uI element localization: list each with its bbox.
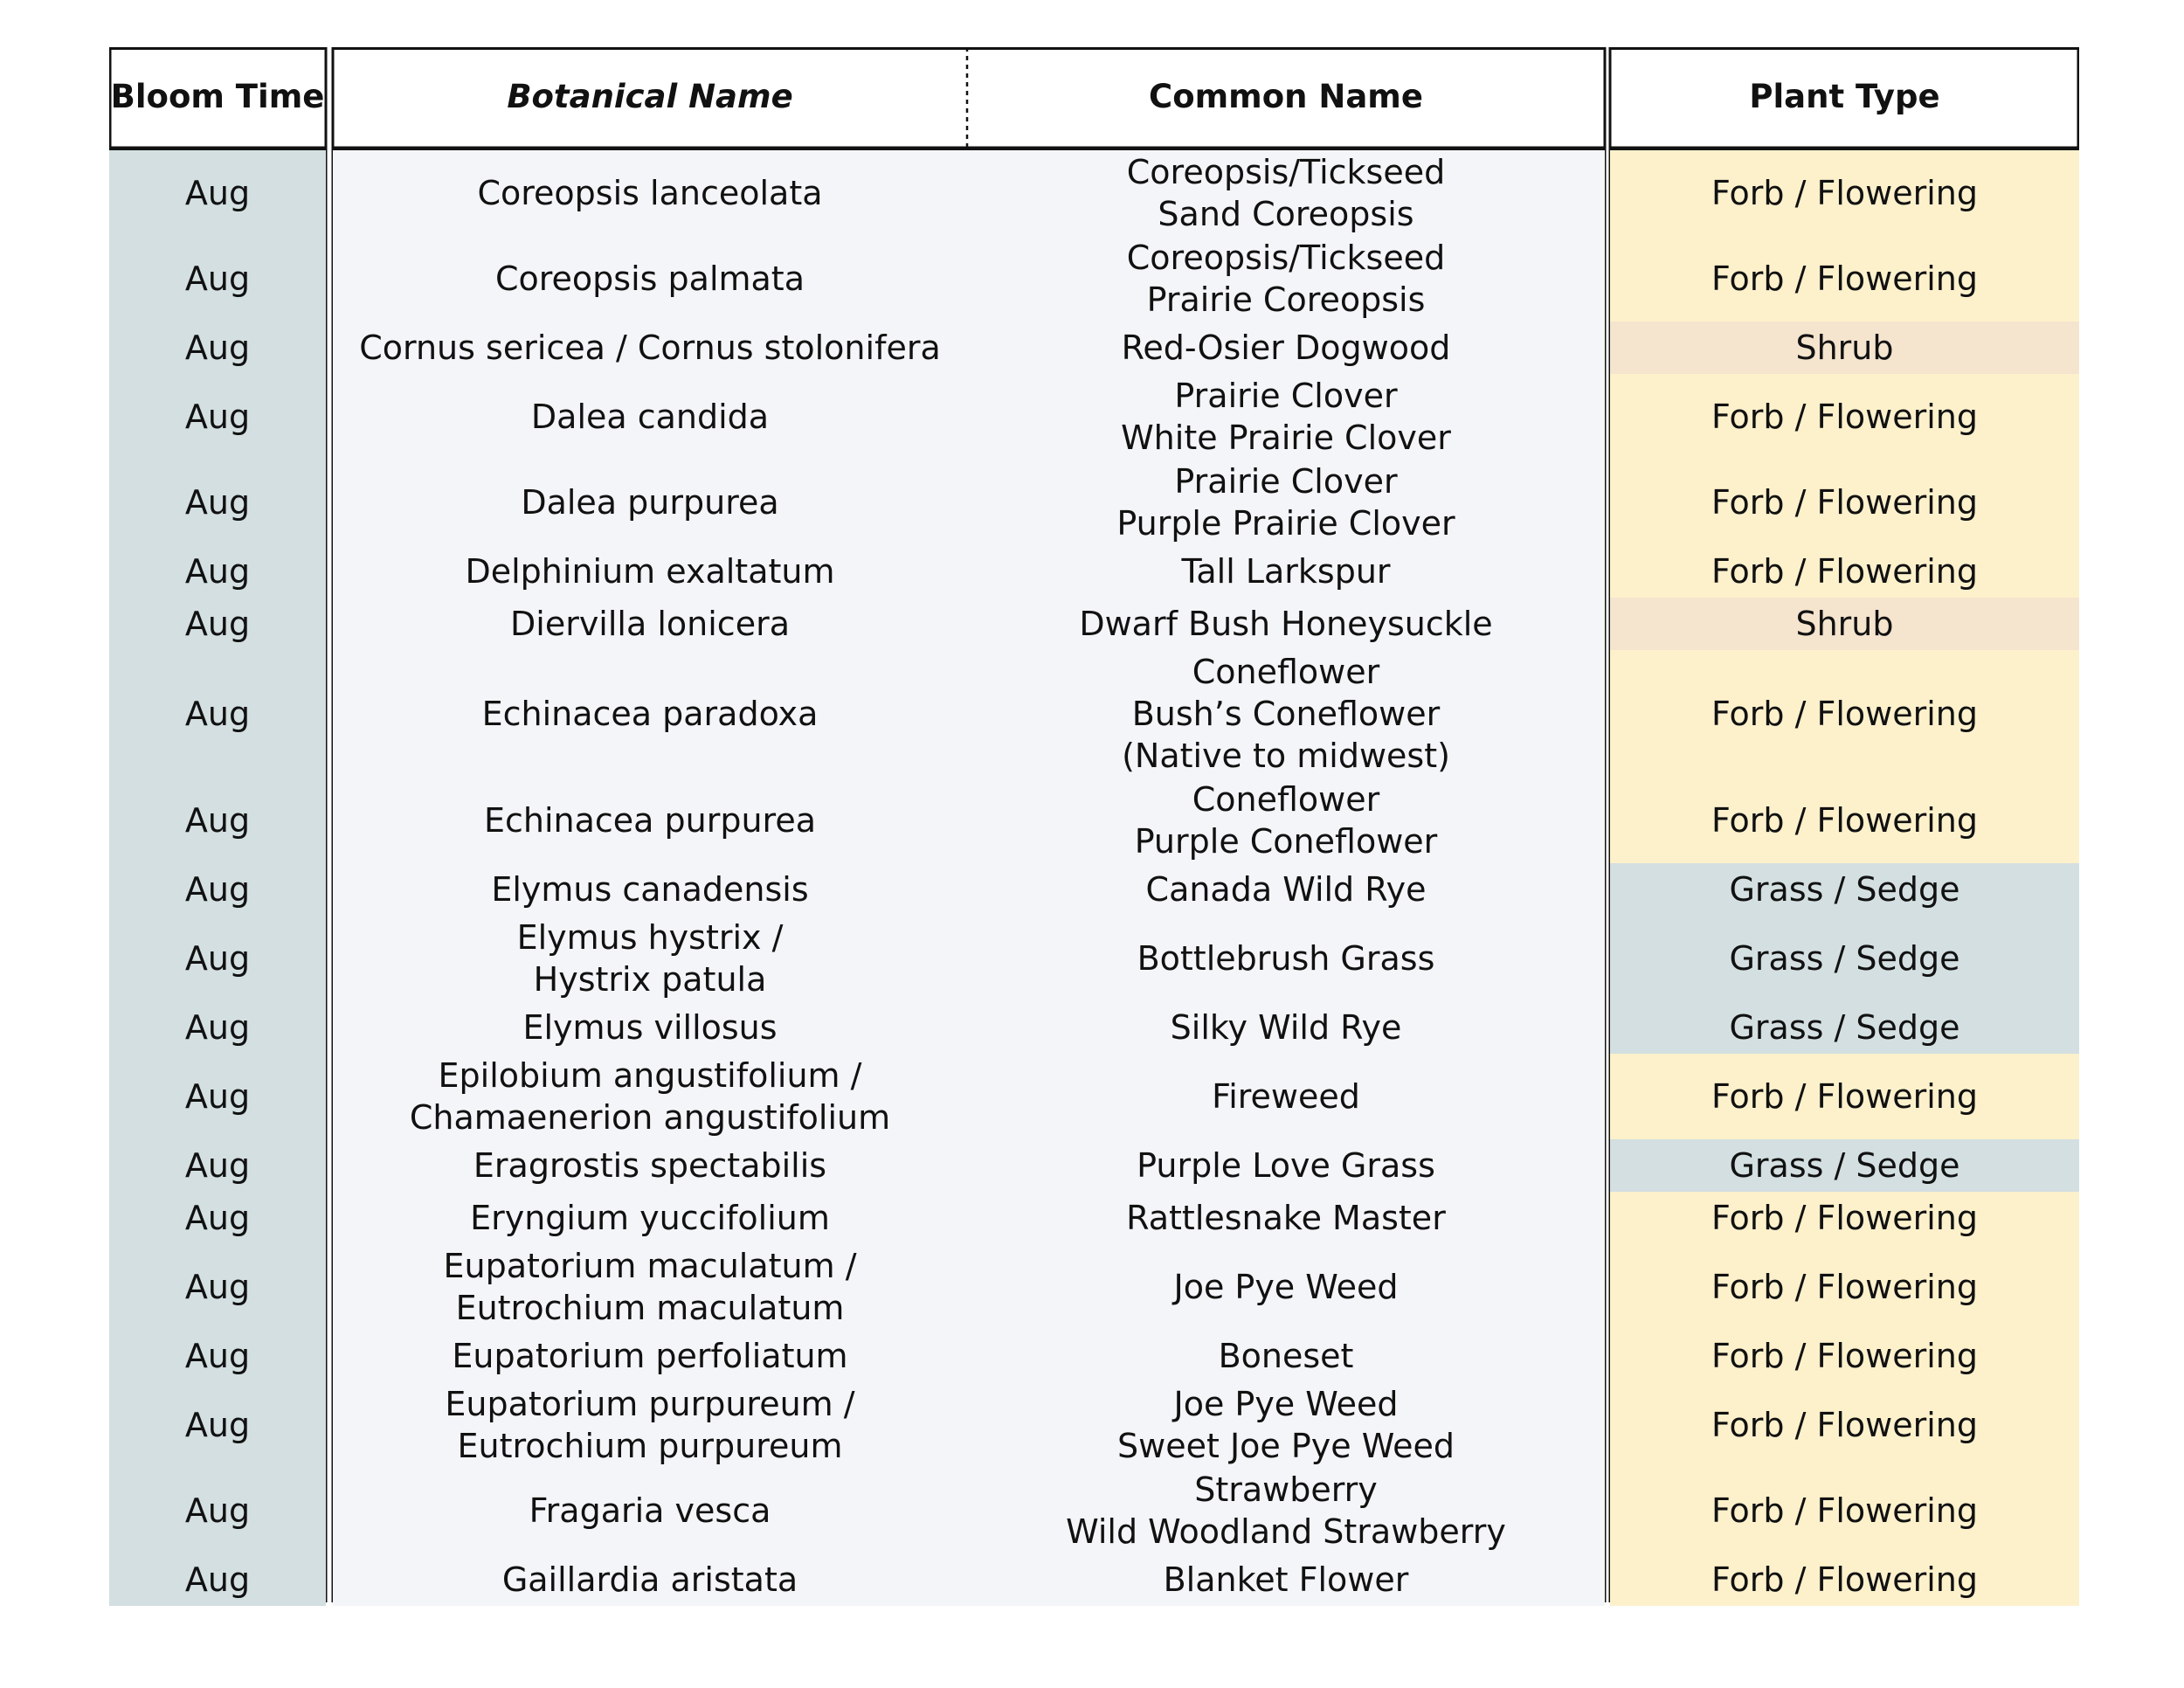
plant-type-cell (1610, 460, 2079, 545)
botanical-name-line: Elymus canadensis (491, 870, 809, 909)
common-name-line: Canada Wild Rye (1145, 870, 1427, 909)
plant-type-cell (1610, 1054, 2079, 1139)
botanical-name-cell (333, 236, 967, 322)
botanical-name-line: Epilobium angustifolium / (438, 1056, 862, 1095)
common-name-cell (967, 322, 1605, 374)
common-name-cell (967, 598, 1605, 650)
common-name-line: Rattlesnake Master (1126, 1199, 1446, 1237)
botanical-name-line: Eryngium yuccifolium (470, 1199, 830, 1237)
bloom-time-cell (109, 322, 326, 374)
botanical-name-line: Eupatorium purpureum / (445, 1385, 855, 1423)
botanical-name-cell (333, 1330, 967, 1382)
botanical-name-line: Cornus sericea / Cornus stolonifera (359, 329, 941, 367)
plant-type-cell (1610, 650, 2079, 778)
plant-type-text: Forb / Flowering (1711, 1491, 1978, 1530)
bloom-time-text: Aug (184, 1268, 251, 1306)
plant-type-text: Forb / Flowering (1711, 695, 1978, 733)
botanical-name-line: Hystrix patula (533, 960, 767, 999)
bloom-time-text: Aug (184, 695, 251, 733)
botanical-name-cell (333, 598, 967, 650)
bloom-time-cell (109, 545, 326, 598)
bloom-time-cell (109, 236, 326, 322)
common-name-line: Boneset (1218, 1337, 1354, 1375)
plant-type-cell (1610, 1330, 2079, 1382)
common-name-cell (967, 1001, 1605, 1054)
botanical-name-cell (333, 545, 967, 598)
common-name-line: White Prairie Clover (1121, 419, 1451, 457)
botanical-name-line: Eupatorium perfoliatum (452, 1337, 848, 1375)
plant-type-cell (1610, 1468, 2079, 1553)
botanical-name-cell (333, 150, 967, 236)
common-name-line: Sand Coreopsis (1158, 195, 1414, 233)
bloom-time-text: Aug (184, 174, 251, 212)
botanical-name-line: Dalea purpurea (521, 483, 779, 522)
plant-type-text: Forb / Flowering (1711, 483, 1978, 522)
botanical-name-cell (333, 460, 967, 545)
bloom-time-cell (109, 1001, 326, 1054)
plant-type-text: Forb / Flowering (1711, 174, 1978, 212)
common-name-line: Sweet Joe Pye Weed (1117, 1427, 1455, 1465)
common-name-cell (967, 1468, 1605, 1553)
plant-type-cell (1610, 1139, 2079, 1192)
common-name-line: Fireweed (1212, 1077, 1360, 1116)
bloom-time-cell (109, 778, 326, 863)
common-name-line: Bush’s Coneflower (1131, 695, 1441, 733)
botanical-name-line: Eutrochium purpureum (457, 1427, 843, 1465)
common-name-cell (967, 150, 1605, 236)
bloom-time-text: Aug (184, 329, 251, 367)
plant-type-cell (1610, 236, 2079, 322)
plant-type-text: Shrub (1795, 605, 1894, 643)
bloom-time-cell (109, 916, 326, 1001)
bloom-time-cell (109, 650, 326, 778)
bloom-time-text: Aug (184, 1560, 251, 1599)
common-name-cell (967, 916, 1605, 1001)
plant-type-text: Forb / Flowering (1711, 801, 1978, 840)
common-name-cell (967, 1244, 1605, 1330)
common-name-line: Joe Pye Weed (1173, 1385, 1399, 1423)
common-name-cell (967, 1192, 1605, 1244)
botanical-name-line: Chamaenerion angustifolium (409, 1098, 891, 1137)
plant-type-text: Grass / Sedge (1729, 1008, 1960, 1047)
botanical-name-line: Eragrostis spectabilis (473, 1146, 827, 1185)
bloom-time-cell (109, 1054, 326, 1139)
botanical-name-cell (333, 1468, 967, 1553)
common-name-line: Prairie Clover (1174, 462, 1398, 501)
plant-type-cell (1610, 916, 2079, 1001)
plant-type-cell (1610, 374, 2079, 460)
plant-type-cell (1610, 1553, 2079, 1606)
plant-type-text: Forb / Flowering (1711, 1077, 1978, 1116)
common-name-cell (967, 863, 1605, 916)
bloom-time-text: Aug (184, 1199, 251, 1237)
header-botanical-name: Botanical Name (507, 78, 793, 115)
botanical-name-cell (333, 1382, 967, 1468)
botanical-name-line: Eutrochium maculatum (455, 1289, 845, 1327)
botanical-name-line: Coreopsis lanceolata (477, 174, 823, 212)
bloom-time-text: Aug (184, 1491, 251, 1530)
bloom-time-text: Aug (184, 398, 251, 436)
bloom-time-cell (109, 374, 326, 460)
header-plant-type: Plant Type (1749, 78, 1940, 115)
botanical-name-line: Diervilla lonicera (510, 605, 790, 643)
plant-type-text: Forb / Flowering (1711, 1199, 1978, 1237)
plant-type-text: Grass / Sedge (1729, 870, 1960, 909)
botanical-name-line: Echinacea paradoxa (481, 695, 819, 733)
plant-table (109, 47, 2079, 1602)
botanical-name-cell (333, 650, 967, 778)
plant-type-cell (1610, 778, 2079, 863)
common-name-line: Blanket Flower (1163, 1560, 1409, 1599)
bloom-time-cell (109, 598, 326, 650)
botanical-name-cell (333, 778, 967, 863)
bloom-time-text: Aug (184, 483, 251, 522)
plant-type-text: Shrub (1795, 329, 1894, 367)
bloom-time-text: Aug (184, 870, 251, 909)
botanical-name-line: Coreopsis palmata (494, 259, 805, 298)
bloom-time-cell (109, 863, 326, 916)
plant-type-text: Forb / Flowering (1711, 1406, 1978, 1444)
botanical-name-cell (333, 1001, 967, 1054)
botanical-name-line: Eupatorium maculatum / (443, 1247, 857, 1285)
common-name-line: Dwarf Bush Honeysuckle (1079, 605, 1493, 643)
header-common-name: Common Name (1149, 78, 1423, 115)
common-name-line: Purple Prairie Clover (1116, 504, 1455, 543)
bloom-time-text: Aug (184, 1077, 251, 1116)
common-name-line: Red-Osier Dogwood (1121, 329, 1451, 367)
botanical-name-cell (333, 1139, 967, 1192)
bloom-time-cell (109, 1382, 326, 1468)
bloom-time-cell (109, 1192, 326, 1244)
plant-type-cell (1610, 1001, 2079, 1054)
bloom-time-cell (109, 460, 326, 545)
common-name-line: Purple Love Grass (1137, 1146, 1435, 1185)
bloom-time-cell (109, 150, 326, 236)
plant-type-cell (1610, 1192, 2079, 1244)
common-name-cell (967, 236, 1605, 322)
plant-type-cell (1610, 150, 2079, 236)
bloom-time-cell (109, 1330, 326, 1382)
bloom-time-text: Aug (184, 1337, 251, 1375)
common-name-cell (967, 545, 1605, 598)
common-name-line: Prairie Coreopsis (1146, 280, 1426, 319)
botanical-name-cell (333, 322, 967, 374)
bloom-time-text: Aug (184, 1008, 251, 1047)
bloom-time-text: Aug (184, 801, 251, 840)
header-bloom-time: Bloom Time (110, 78, 325, 115)
common-name-line: Bottlebrush Grass (1137, 939, 1435, 978)
common-name-line: Strawberry (1194, 1470, 1378, 1509)
bloom-time-cell (109, 1468, 326, 1553)
botanical-name-cell (333, 916, 967, 1001)
bloom-time-text: Aug (184, 259, 251, 298)
botanical-name-line: Dalea candida (530, 398, 770, 436)
botanical-name-cell (333, 1054, 967, 1139)
bloom-time-cell (109, 1139, 326, 1192)
botanical-name-cell (333, 1244, 967, 1330)
bloom-time-text: Aug (184, 605, 251, 643)
botanical-name-cell (333, 1192, 967, 1244)
plant-type-cell (1610, 1244, 2079, 1330)
plant-type-text: Forb / Flowering (1711, 1560, 1978, 1599)
plant-type-cell (1610, 545, 2079, 598)
common-name-cell (967, 1330, 1605, 1382)
common-name-line: Silky Wild Rye (1170, 1008, 1402, 1047)
plant-type-cell (1610, 863, 2079, 916)
plant-type-text: Grass / Sedge (1729, 1146, 1960, 1185)
common-name-line: (Native to midwest) (1122, 737, 1450, 775)
common-name-cell (967, 1054, 1605, 1139)
common-name-cell (967, 1139, 1605, 1192)
botanical-name-line: Elymus hystrix / (516, 918, 784, 957)
common-name-line: Wild Woodland Strawberry (1066, 1512, 1506, 1551)
common-name-line: Coreopsis/Tickseed (1126, 239, 1446, 277)
common-name-line: Prairie Clover (1174, 377, 1398, 415)
bloom-time-text: Aug (184, 552, 251, 591)
common-name-cell (967, 1382, 1605, 1468)
bloom-time-cell (109, 1244, 326, 1330)
bloom-time-text: Aug (184, 1146, 251, 1185)
plant-type-cell (1610, 322, 2079, 374)
bloom-time-text: Aug (184, 1406, 251, 1444)
common-name-line: Coneflower (1192, 780, 1380, 819)
plant-type-text: Forb / Flowering (1711, 1337, 1978, 1375)
plant-type-text: Forb / Flowering (1711, 259, 1978, 298)
common-name-cell (967, 460, 1605, 545)
plant-type-text: Forb / Flowering (1711, 552, 1978, 591)
common-name-cell (967, 778, 1605, 863)
botanical-name-cell (333, 1553, 967, 1606)
common-name-cell (967, 374, 1605, 460)
botanical-name-line: Echinacea purpurea (483, 801, 817, 840)
common-name-line: Coreopsis/Tickseed (1126, 153, 1446, 191)
botanical-name-line: Elymus villosus (522, 1008, 778, 1047)
common-name-line: Purple Coneflower (1134, 822, 1438, 861)
common-name-line: Tall Larkspur (1181, 552, 1391, 591)
common-name-line: Joe Pye Weed (1173, 1268, 1399, 1306)
common-name-cell (967, 1553, 1605, 1606)
botanical-name-line: Delphinium exaltatum (465, 552, 835, 591)
plant-type-cell (1610, 1382, 2079, 1468)
botanical-name-cell (333, 863, 967, 916)
bloom-time-text: Aug (184, 939, 251, 978)
bloom-time-cell (109, 1553, 326, 1606)
plant-type-text: Forb / Flowering (1711, 398, 1978, 436)
botanical-name-cell (333, 374, 967, 460)
plant-type-text: Grass / Sedge (1729, 939, 1960, 978)
plant-type-text: Forb / Flowering (1711, 1268, 1978, 1306)
common-name-cell (967, 650, 1605, 778)
botanical-name-line: Gaillardia aristata (501, 1560, 798, 1599)
botanical-name-line: Fragaria vesca (529, 1491, 771, 1530)
plant-type-cell (1610, 598, 2079, 650)
common-name-line: Coneflower (1192, 653, 1380, 691)
